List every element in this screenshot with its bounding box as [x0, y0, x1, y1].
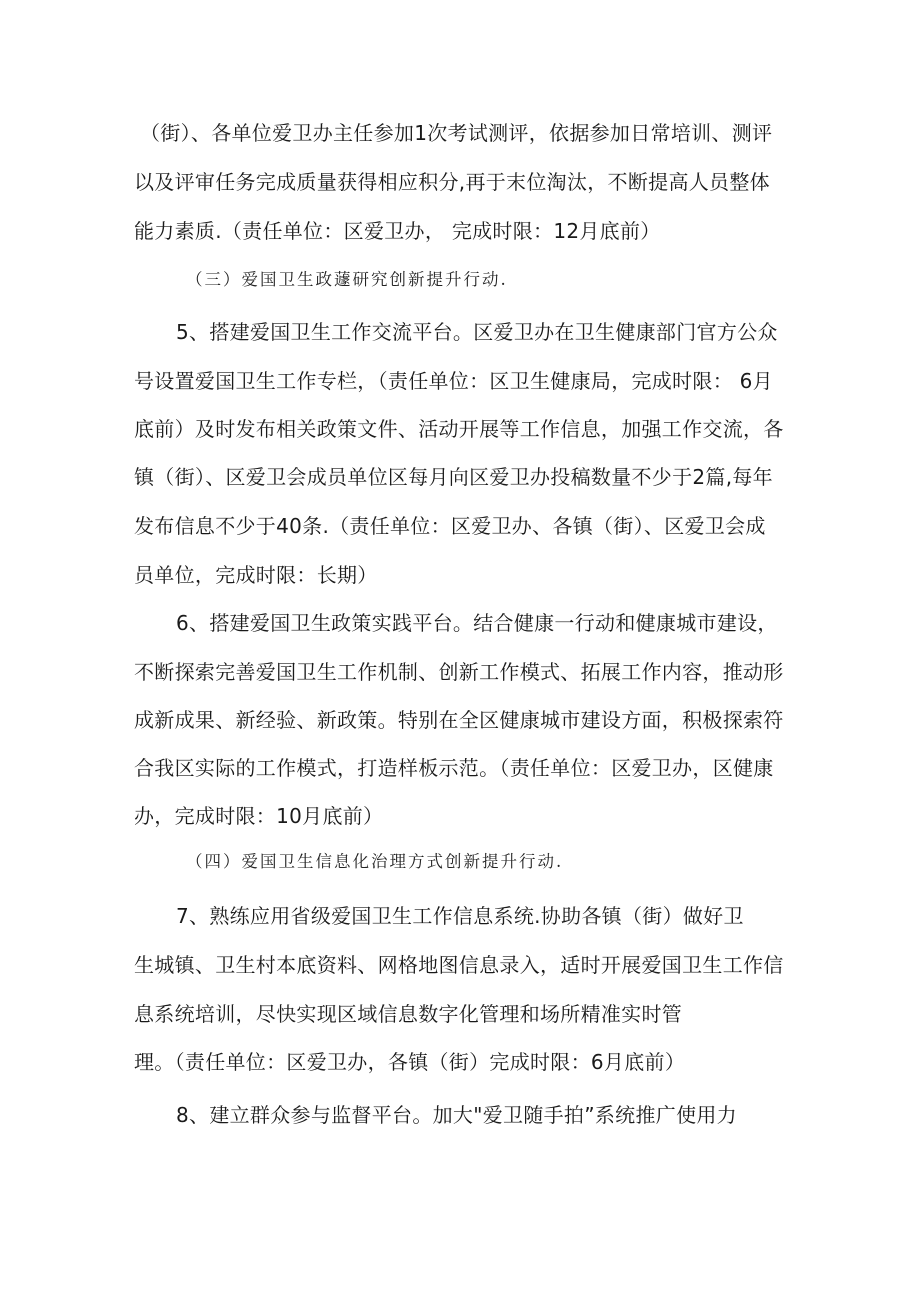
paragraph-line: 以及评审任务完成质量获得相应积分,再于末位淘汰，不断提高人员整体 [134, 170, 770, 194]
item-5-line: 底前）及时发布相关政策文件、活动开展等工作信息，加强工作交流，各 [134, 417, 784, 441]
item-5-line: 发布信息不少于40条.（责任单位：区爱卫办、各镇（街）、区爱卫会成 [134, 514, 766, 538]
item-6-line: 6、搭建爱国卫生政策实践平台。结合健康一行动和健康城市建设， [176, 611, 778, 635]
item-7-line: 7、熟练应用省级爱国卫生工作信息系统.协助各镇（街）做好卫 [176, 904, 744, 928]
section-heading-3: （三）爱国卫生政蘧研究创新提升行动. [186, 270, 508, 289]
item-6-line: 办，完成时限：10月底前） [134, 804, 384, 828]
item-5-line: 5、搭建爱国卫生工作交流平台。区爱卫办在卫生健康部门官方公众 [176, 320, 778, 344]
paragraph-line: （街）、各单位爱卫办主任参加1次考试测评，依据参加日常培训、测评 [140, 121, 773, 145]
item-8-line: 8、建立群众参与监督平台。加大"爱卫随手拍”系统推广使用力 [176, 1103, 737, 1127]
section-heading-4: （四）爱国卫生信息化治理方式创新提升行动. [186, 852, 564, 871]
item-6-line: 成新成果、新经验、新政策。特别在全区健康城市建设方面，积极探索符 [134, 708, 784, 732]
item-5-line: 号设置爱国卫生工作专栏，（责任单位：区卫生健康局，完成时限： 6月 [134, 369, 773, 393]
item-5-line: 镇（街）、区爱卫会成员单位区每月向区爱卫办投稿数量不少于2篇,每年 [134, 465, 773, 489]
paragraph-line: 能力素质.（责任单位：区爱卫办， 完成时限：12月底前） [134, 219, 661, 243]
item-6-line: 合我区实际的工作模式，打造样板示范。（责任单位：区爱卫办，区健康 [134, 756, 774, 780]
item-7-line: 理。（责任单位：区爱卫办，各镇（街）完成时限：6月底前） [134, 1050, 686, 1074]
item-7-line: 息系统培训，尽快实现区域信息数字化管理和场所精准实时管 [134, 1002, 683, 1026]
item-5-line: 员单位，完成时限：长期） [134, 563, 378, 587]
item-7-line: 生城镇、卫生村本底资料、网格地图信息录入，适时开展爱国卫生工作信 [134, 953, 784, 977]
item-6-line: 不断探索完善爱国卫生工作机制、创新工作模式、拓展工作内容，推动形 [134, 660, 784, 684]
